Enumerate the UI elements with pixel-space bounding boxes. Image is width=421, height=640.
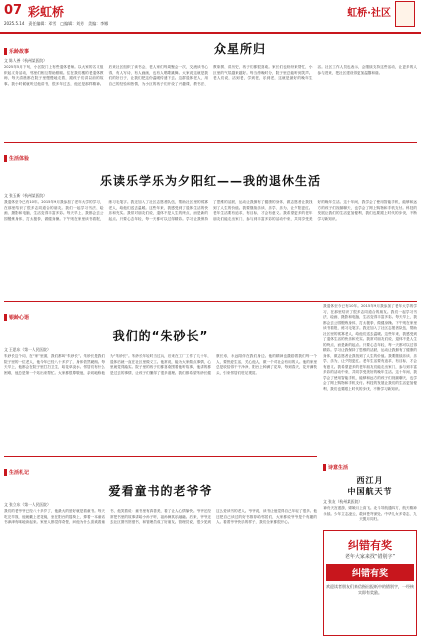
article-byline: 文 陈人善（杭州某医院） bbox=[4, 58, 47, 63]
poem-byline: 文 张友（杭州某医院） bbox=[323, 499, 363, 504]
section-title: 彩虹桥 bbox=[28, 5, 65, 19]
article-body: 我们的老爷爷已经八十多岁了，他最大的爱好就是看童书。每天吃完早饭，他就戴上老花镜，坐在阳台的摇椅上，捧着一本童话书津津有味地读起来。家里人都觉得奇怪，问他为什么喜欢看童书，他笑着说：童书里有真善美，看了让人心情愉快。爷爷还经常把书里的故事讲给小孙子听，祖孙俩其乐融融。后来，爷爷还去社区图书馆借书，和管理员成了好朋友。管理员说，很少见到这么爱读书的老人。爷爷说，读书让他觉得自己年轻了很多。他还把自己读过的好书推荐给邻居们，大家都说爷爷是个有趣的人。看着爷爷快乐的样子，我们全家都很开心。 bbox=[4, 509, 317, 524]
sidebar-filler: 我退休至今已有10年。2015年9月我参加了老年大学的学习，在那里结识了很多志同道合的朋友。我们一起学习书法、绘画、摄影和电脑，生活变得丰富多彩。每天早上，我都会去公园锻炼身体，打太极拳，做健身操。下午则在家里读书看报，练习毛笔字。我还加入了社区志愿者队伍，帮助社区里的孤寡老人，给他们送去温暖。这些年来，我感受到了退休生活的快乐和充实。我常对朋友们说，退休不是人生的终点，而是新的起点。只要心态年轻，每一天都可以过得精彩。学习让我保持了思维的活跃，运动让我拥有了健康的身体，做志愿者让我找到了人生的价值。我要继续乐读、乐学、乐为，让夕阳更红。老年生活要有追求，有目标，才会有意义。我希望更多的老年朋友们能走出家门，参与到丰富多彩的活动中来，共同享受美好的晚年生活。这十年间，我学会了使用智能手机，能够和远方的孩子们视频聊天，也学会了网上购物和手机支付。科技的发展让我们的生活更加便利，我们也要跟上时代的步伐，不断学习新知识。 bbox=[323, 304, 417, 391]
article-headline: 众星所归 bbox=[214, 42, 267, 56]
ad-text: 欢迎读者朋友们来信指出报纸中的错别字，一经核实即有奖励。 bbox=[326, 584, 414, 595]
column-tag: 诗意生活 bbox=[323, 464, 348, 471]
article-4 bbox=[4, 459, 317, 637]
article-headline: 我们的“朱砂长” bbox=[112, 329, 209, 343]
article-headline: 乐读乐学乐为夕阳红——我的退休生活 bbox=[99, 174, 321, 188]
ad-subtitle: 老年大家来找“错别字” bbox=[344, 554, 396, 560]
page-number: 07 bbox=[4, 3, 23, 18]
ad-title: 纠错有奖 bbox=[348, 539, 392, 552]
article-body: 2025年5月下旬，小区院门上有些退休老师。以大家的名义组织起义务活动，邻里们相互帮助照顾。住在我们楼的老退休教师，每天清晨都在院子里慢慢地走着，跟孩子们讲以前的故事。我小时候就听过他讲书，很多年过去，他还是那样精神。后来社区组织了读书会，老人家们每周聚会一次，交流读书心得，有人写诗，有人画画，也有人唱歌跳舞。大家说这就是我们的好日子，让我们把这份温暖传递下去。这群退休老人，用自己的经验和热情，为小区的孩子们开设了兴趣课，教书法、教象棋、讲历史，孩子们都很喜欢。家长们也纷纷来帮忙，小区里的气氛越来越好。每当傍晚时分，院子里总能听到笑声。老人们说，活到老，学到老，乐到老，这就是最好的晚年生活。社区工作人员也表示，会继续支持这些活动，让更多的人参与进来，把社区建设得更加温馨和谐。 bbox=[4, 65, 417, 86]
ad-banner: 纠错有奖 bbox=[326, 564, 414, 581]
divider bbox=[4, 301, 417, 302]
article-byline: 文 张立东（第一人民医院） bbox=[4, 502, 51, 507]
column-tag: 生活体验 bbox=[4, 155, 29, 162]
article-1 bbox=[4, 38, 417, 138]
column-tag: 生活札记 bbox=[4, 469, 29, 476]
poem-title: 西江月 中国航天节 bbox=[347, 476, 393, 496]
sidebar-poem bbox=[323, 304, 417, 524]
article-3 bbox=[4, 304, 317, 452]
article-body: 朱砂长这个词，在“家”里面，我们都叫“朱砂长”。朱砂长是我们院子里的一位老人，他今年已经八十多岁了，身体依然硬朗。每天早上，他都会在院子里打扫卫生，给花草浇水。邻居们有什么困难，他总是第一个站出来帮忙。大家都很尊敬他，亲切地称他为“朱砂长”。朱砂长年轻时当过兵，后来在工厂工作了几十年，退休后就一直在社区里做义工。他常说，能为大家做点事情，心里就觉得踏实。院子里的孩子们都喜欢围着他听故事，他讲的都是过去的事情，让孩子们懂得了很多道理。我们都希望朱砂长健康长寿，永远陪伴在我们身边。他的精神也激励着我们每一个人，要热爱生活，关心他人，做一个对社会有用的人。他的家里总是收拾得干干净净，阳台上种满了花草，每到春天，花开满枝头，引来邻居们驻足观赏。 bbox=[4, 354, 317, 375]
masthead bbox=[0, 0, 421, 34]
divider bbox=[4, 142, 417, 143]
column-tag: 银龄心语 bbox=[4, 314, 29, 321]
poem-body: 神舟天宫遨游，嫦娥月上高飞。北斗导航通四方，航天精神永续。少年立志凌云，敢问苍穹深处。中华儿女多奇志，九天揽月同归。 bbox=[323, 506, 417, 521]
brand-name: 虹桥·社区 bbox=[347, 8, 391, 19]
article-2 bbox=[4, 145, 417, 297]
article-body: 我退休至今已有10年。2015年9月我参加了老年大学的学习，在那里结识了很多志同道合的朋友。我们一起学习书法、绘画、摄影和电脑，生活变得丰富多彩。每天早上，我都会去公园锻炼身体，打太极拳，做健身操。下午则在家里读书看报，练习毛笔字。我还加入了社区志愿者队伍，帮助社区里的孤寡老人，给他们送去温暖。这些年来，我感受到了退休生活的快乐和充实。我常对朋友们说，退休不是人生的终点，而是新的起点。只要心态年轻，每一天都可以过得精彩。学习让我保持了思维的活跃，运动让我拥有了健康的身体，做志愿者让我找到了人生的价值。我要继续乐读、乐学、乐为，让夕阳更红。老年生活要有追求，有目标，才会有意义。我希望更多的老年朋友们能走出家门，参与到丰富多彩的活动中来，共同享受美好的晚年生活。这十年间，我学会了使用智能手机，能够和远方的孩子们视频聊天，也学会了网上购物和手机支付。科技的发展让我们的生活更加便利，我们也要跟上时代的步伐，不断学习新知识。 bbox=[4, 200, 417, 221]
article-byline: 文 王思东（第一人民医院） bbox=[4, 347, 51, 352]
article-headline: 爱看童书的老爷爷 bbox=[108, 484, 213, 498]
brand-logo-icon bbox=[395, 1, 415, 27]
issue-meta: 2025.5.14 责任编辑：邓雪 □编辑：刘芳 美编：李娜 bbox=[4, 21, 109, 26]
correction-ad bbox=[323, 530, 417, 636]
divider bbox=[4, 456, 317, 457]
column-tag: 乐龄故事 bbox=[4, 48, 29, 55]
article-byline: 文 张玉新（杭州某医院） bbox=[4, 193, 47, 198]
